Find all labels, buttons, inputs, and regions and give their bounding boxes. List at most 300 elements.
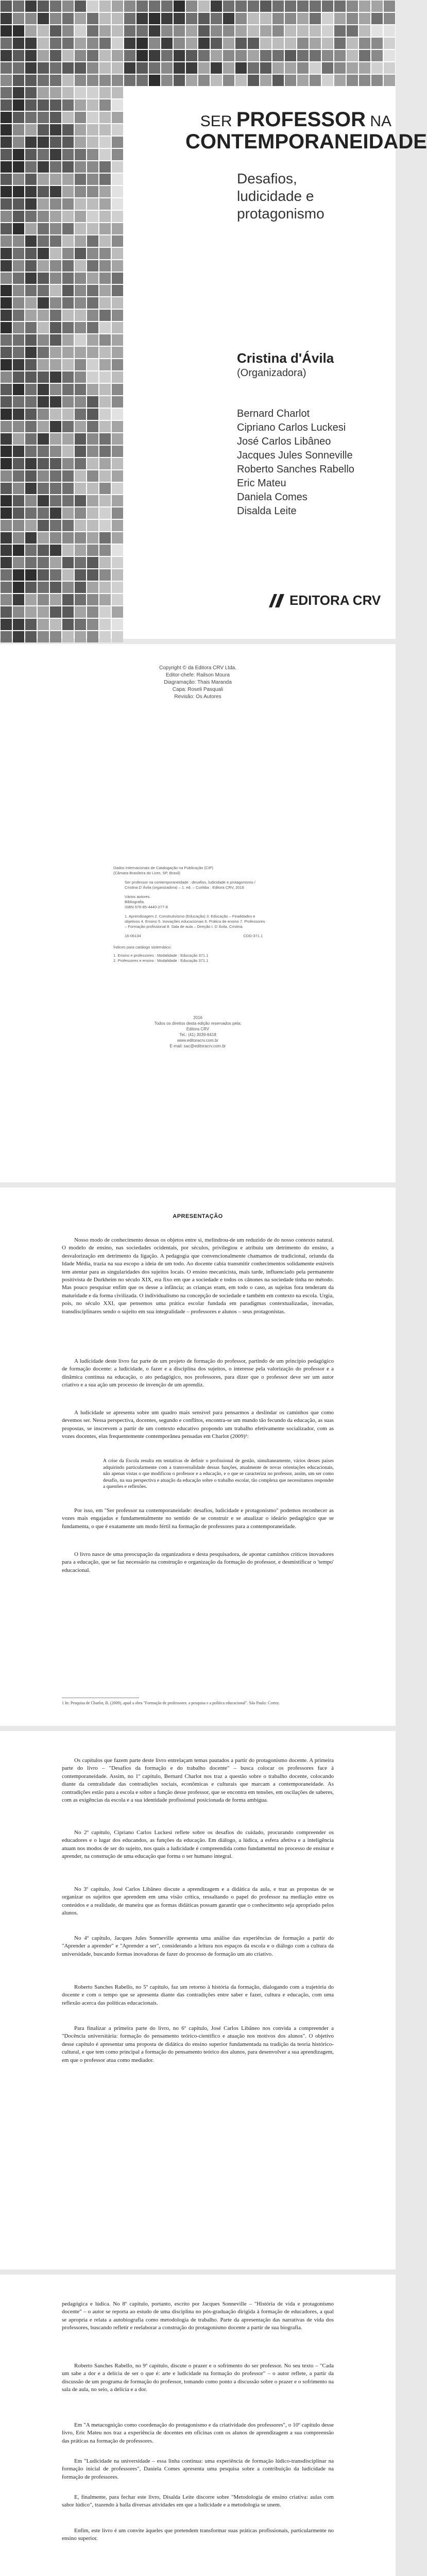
mosaic-tile [384, 50, 395, 61]
mosaic-tile [75, 594, 86, 605]
mosaic-tile [322, 25, 333, 37]
mosaic-tile [87, 322, 98, 333]
mosaic-tile [87, 631, 98, 642]
mosaic-tile [25, 545, 37, 556]
mosaic-tile [198, 50, 210, 61]
mosaic-tile [99, 13, 111, 24]
mosaic-tile [112, 582, 123, 593]
mosaic-tile [1, 532, 12, 544]
mosaic-tile [99, 334, 111, 346]
mosaic-tile [13, 1, 24, 12]
mosaic-tile [359, 62, 370, 74]
mosaic-tile [112, 124, 123, 135]
mosaic-tile [75, 235, 86, 247]
mosaic-tile [1, 248, 12, 259]
mosaic-tile [50, 322, 61, 333]
mosaic-tile [112, 495, 123, 506]
mosaic-tile [75, 371, 86, 383]
mosaic-tile [223, 62, 234, 74]
catalog-header: (Câmara Brasileira do Livro, SP, Brasil) [113, 871, 180, 875]
organizer [237, 350, 391, 379]
mosaic-tile [25, 223, 37, 234]
mosaic-tile [62, 421, 74, 432]
mosaic-tile [25, 99, 37, 111]
mosaic-tile [75, 124, 86, 135]
mosaic-tile [112, 50, 123, 61]
mosaic-tile [112, 211, 123, 222]
mosaic-tile [50, 545, 61, 556]
mosaic-tile [87, 186, 98, 197]
mosaic-tile [99, 248, 111, 259]
mosaic-tile [99, 619, 111, 630]
mosaic-tile [75, 87, 86, 98]
mosaic-tile [75, 62, 86, 74]
mosaic-tile [62, 137, 74, 148]
mosaic-tile [1, 582, 12, 593]
mosaic-tile [99, 359, 111, 370]
mosaic-tile [99, 507, 111, 519]
mosaic-tile [112, 25, 123, 37]
mosaic-tile [99, 260, 111, 272]
mosaic-tile [87, 371, 98, 383]
mosaic-tile [75, 458, 86, 469]
mosaic-tile [112, 631, 123, 642]
author: Disalda Leite [237, 505, 297, 517]
mosaic-tile [75, 507, 86, 519]
mosaic-tile [50, 446, 61, 457]
mosaic-tile [1, 273, 12, 284]
series-post: NA [365, 113, 391, 130]
mosaic-tile [248, 62, 259, 74]
mosaic-tile [112, 470, 123, 482]
mosaic-tile [99, 322, 111, 333]
mosaic-tile [297, 75, 309, 86]
mosaic-tile [50, 532, 61, 544]
phone-line: Tel.: (41) 3039-6418 [179, 1032, 216, 1037]
mosaic-tile [1, 396, 12, 408]
mosaic-tile [38, 137, 49, 148]
mosaic-tile [347, 25, 358, 37]
mosaic-tile [198, 25, 210, 37]
mosaic-tile [25, 421, 37, 432]
mosaic-tile [186, 75, 197, 86]
mosaic-tile [334, 1, 346, 12]
mosaic-tile [75, 186, 86, 197]
cover-subtitle [237, 170, 391, 223]
mosaic-tile [161, 1, 173, 12]
mosaic-tile [310, 38, 321, 49]
catalog-number: 16-06134 [125, 934, 141, 938]
catalog-line: – Formação profissional 8. Sala de aula – Direção I. D´Ávila, Cristina. [125, 924, 244, 929]
mosaic-tile [112, 334, 123, 346]
mosaic-tile [62, 161, 74, 173]
mosaic-tile [25, 384, 37, 395]
mosaic-tile [50, 38, 61, 49]
mosaic-tile [87, 421, 98, 432]
mosaic-tile [112, 273, 123, 284]
mosaic-tile [87, 211, 98, 222]
mosaic-tile [112, 483, 123, 494]
mosaic-tile [1, 557, 12, 568]
mosaic-tile [161, 13, 173, 24]
website-link[interactable]: www.editoracrv.com.br [177, 1038, 219, 1043]
mosaic-tile [384, 1, 395, 12]
mosaic-tile [25, 50, 37, 61]
mosaic-tile [384, 25, 395, 37]
mosaic-tile [38, 396, 49, 408]
mosaic-tile [99, 470, 111, 482]
mosaic-tile [112, 606, 123, 618]
mosaic-tile [99, 433, 111, 445]
mosaic-tile [75, 149, 86, 160]
mosaic-tile [87, 174, 98, 185]
mosaic-tile [99, 124, 111, 135]
mosaic-tile [13, 334, 24, 346]
catalog-body [113, 880, 294, 929]
mosaic-tile [50, 62, 61, 74]
mosaic-tile [87, 161, 98, 173]
mosaic-tile [87, 532, 98, 544]
mosaic-tile [1, 62, 12, 74]
mosaic-tile [50, 75, 61, 86]
mosaic-tile [112, 112, 123, 123]
mosaic-tile [1, 507, 12, 519]
mosaic-tile [62, 532, 74, 544]
mosaic-tile [75, 631, 86, 642]
mosaic-tile [334, 25, 346, 37]
mosaic-tile [38, 273, 49, 284]
mosaic-tile [272, 50, 284, 61]
mosaic-tile [235, 62, 247, 74]
mosaic-tile [1, 235, 12, 247]
mosaic-tile [75, 310, 86, 321]
crv-logo-icon [268, 593, 285, 608]
imprint-credits [0, 665, 396, 701]
mosaic-tile [99, 495, 111, 506]
mosaic-tile [38, 495, 49, 506]
mosaic-tile [25, 409, 37, 420]
mosaic-tile [50, 99, 61, 111]
mosaic-tile [38, 75, 49, 86]
mosaic-tile [347, 62, 358, 74]
mosaic-tile [112, 458, 123, 469]
mosaic-tile [99, 25, 111, 37]
author: Jacques Jules Sonneville [237, 450, 353, 461]
mosaic-tile [1, 569, 12, 581]
mosaic-tile [13, 149, 24, 160]
mosaic-tile [211, 38, 222, 49]
mosaic-tile [359, 75, 370, 86]
mosaic-tile [272, 62, 284, 74]
mosaic-tile [62, 124, 74, 135]
mosaic-tile [13, 371, 24, 383]
mosaic-tile [198, 62, 210, 74]
mosaic-tile [112, 235, 123, 247]
mosaic-tile [38, 297, 49, 309]
mosaic-tile [1, 594, 12, 605]
catalog-line: objetivos 4. Ensino 5. Inovações educacionais 6. Prática de ensino 7. Professores [125, 919, 265, 924]
mosaic-tile [62, 557, 74, 568]
mosaic-tile [50, 25, 61, 37]
mosaic-tile [62, 211, 74, 222]
mosaic-tile [38, 446, 49, 457]
mosaic-tile [260, 50, 271, 61]
mosaic-tile [1, 38, 12, 49]
mosaic-tile [223, 25, 234, 37]
mosaic-tile [149, 62, 160, 74]
mosaic-tile [87, 594, 98, 605]
mosaic-tile [1, 619, 12, 630]
mosaic-tile [13, 137, 24, 148]
credit-line: Copyright © da Editora CRV Ltda. [159, 665, 237, 671]
mosaic-tile [25, 470, 37, 482]
mosaic-tile [50, 433, 61, 445]
catalog-index-item: 1. Ensino e professores : Modalidade : Educação 371.1 [113, 953, 209, 958]
mosaic-tile [38, 211, 49, 222]
mosaic-tile [25, 75, 37, 86]
mosaic-tile [75, 384, 86, 395]
mosaic-tile [62, 483, 74, 494]
imprint-page [0, 644, 396, 1182]
mosaic-tile [1, 124, 12, 135]
mosaic-tile [223, 38, 234, 49]
mosaic-tile [99, 384, 111, 395]
mosaic-tile [75, 13, 86, 24]
mosaic-tile [1, 347, 12, 358]
mosaic-tile [13, 75, 24, 86]
mosaic-tile [13, 310, 24, 321]
email-link[interactable]: E-mail: sac@editoracrv.com.br [169, 1044, 226, 1048]
mosaic-tile [99, 149, 111, 160]
mosaic-tile [99, 75, 111, 86]
mosaic-tile [25, 483, 37, 494]
mosaic-tile [75, 421, 86, 432]
mosaic-tile [38, 557, 49, 568]
mosaic-tile [186, 38, 197, 49]
mosaic-tile [87, 137, 98, 148]
mosaic-tile [50, 495, 61, 506]
mosaic-tile [25, 112, 37, 123]
mosaic-tile [260, 75, 271, 86]
mosaic-tile [50, 569, 61, 581]
mosaic-tile [112, 532, 123, 544]
author: José Carlos Libâneo [237, 436, 331, 447]
mosaic-tile [322, 62, 333, 74]
mosaic-tile [62, 297, 74, 309]
mosaic-tile [186, 50, 197, 61]
mosaic-tile [75, 1, 86, 12]
organizer-role: (Organizadora) [237, 367, 306, 379]
mosaic-tile [248, 13, 259, 24]
mosaic-tile [13, 186, 24, 197]
mosaic-tile [25, 495, 37, 506]
mosaic-pattern [0, 0, 124, 639]
mosaic-tile [87, 248, 98, 259]
mosaic-tile [13, 569, 24, 581]
mosaic-tile [322, 13, 333, 24]
mosaic-tile [112, 99, 123, 111]
mosaic-tile [62, 260, 74, 272]
mosaic-tile [75, 260, 86, 272]
mosaic-tile [99, 606, 111, 618]
mosaic-tile [38, 149, 49, 160]
mosaic-tile [13, 483, 24, 494]
mosaic-tile [62, 75, 74, 86]
mosaic-tile [50, 124, 61, 135]
subtitle-line: Desafios, [237, 171, 297, 187]
mosaic-tile [25, 520, 37, 531]
mosaic-tile [50, 285, 61, 296]
mosaic-tile [75, 174, 86, 185]
mosaic-tile [75, 273, 86, 284]
mosaic-tile [38, 260, 49, 272]
catalog-cdd: CDD-371.1 [243, 934, 263, 938]
mosaic-tile [334, 75, 346, 86]
mosaic-tile [75, 582, 86, 593]
mosaic-tile [25, 13, 37, 24]
mosaic-tile [112, 38, 123, 49]
mosaic-tile [62, 495, 74, 506]
mosaic-tile [87, 619, 98, 630]
mosaic-tile [13, 433, 24, 445]
mosaic-tile [38, 198, 49, 210]
mosaic-tile [62, 359, 74, 370]
mosaic-tile [198, 75, 210, 86]
series-line2: CONTEMPORANEIDADE [185, 130, 427, 153]
mosaic-tile [87, 495, 98, 506]
mosaic-tile [62, 371, 74, 383]
publisher-line: Editora CRV [186, 1027, 210, 1031]
mosaic-tile [149, 1, 160, 12]
mosaic-tile [87, 235, 98, 247]
mosaic-tile [1, 149, 12, 160]
mosaic-tile [99, 1, 111, 12]
mosaic-tile [99, 310, 111, 321]
mosaic-tile [87, 273, 98, 284]
mosaic-tile [62, 582, 74, 593]
mosaic-tile [38, 594, 49, 605]
mosaic-tile [99, 545, 111, 556]
mosaic-tile [38, 174, 49, 185]
mosaic-tile [235, 50, 247, 61]
mosaic-tile [1, 606, 12, 618]
mosaic-tile [161, 38, 173, 49]
mosaic-tile [62, 13, 74, 24]
mosaic-tile [112, 297, 123, 309]
mosaic-tile [13, 50, 24, 61]
mosaic-tile [1, 198, 12, 210]
mosaic-tile [223, 50, 234, 61]
author-list [237, 407, 391, 518]
mosaic-tile [1, 50, 12, 61]
mosaic-tile [99, 458, 111, 469]
mosaic-tile [38, 62, 49, 74]
block-quote: A crise da Escola resulta em tentativas de definir o profissional de gestão, simultaneamente, vários desses países adquirindo particularmente com a transversalidade dessas funções, atualmente de novas orientações educacionais, não apenas vistas o que modificou o professor e a educação, e o que se caracteriza no professor, assim, um ser como desafio, na sua perspectiva e atuação da educação sobre o trabalho escolar, tão complexa que necessitamos responder a questões e reflexões. [103, 1459, 334, 1489]
mosaic-tile [62, 1, 74, 12]
mosaic-tile [75, 248, 86, 259]
mosaic-tile [50, 396, 61, 408]
catalog-index-item: 2. Professores e ensino : Modalidade : Educação 371.1 [113, 958, 209, 963]
mosaic-tile [50, 161, 61, 173]
mosaic-tile [13, 557, 24, 568]
mosaic-tile [13, 396, 24, 408]
mosaic-tile [371, 25, 383, 37]
mosaic-tile [99, 569, 111, 581]
mosaic-tile [347, 38, 358, 49]
credit-line: Capa: Roseli Pasquali [172, 687, 224, 692]
mosaic-tile [285, 62, 296, 74]
mosaic-tile [13, 112, 24, 123]
mosaic-tile [38, 421, 49, 432]
mosaic-tile [87, 112, 98, 123]
mosaic-tile [112, 62, 123, 74]
mosaic-tile [38, 50, 49, 61]
mosaic-tile [285, 25, 296, 37]
mosaic-tile [75, 520, 86, 531]
mosaic-tile [25, 334, 37, 346]
mosaic-tile [62, 569, 74, 581]
mosaic-tile [13, 161, 24, 173]
mosaic-tile [38, 409, 49, 420]
mosaic-tile [38, 359, 49, 370]
year: 2016 [193, 1015, 202, 1020]
mosaic-tile [371, 1, 383, 12]
mosaic-tile [25, 619, 37, 630]
mosaic-tile [13, 235, 24, 247]
mosaic-tile [13, 38, 24, 49]
mosaic-tile [285, 50, 296, 61]
mosaic-tile [112, 75, 123, 86]
mosaic-tile [1, 112, 12, 123]
paragraph: No 2º capítulo, Cipriano Carlos Luckesi reflete sobre os desafios do cuidado, procurando compreender os educadores e o lugar dos educandos, as funções da educação. Em diálogo, a lúdica, a esfera afetiva e a inteligência atuam nos modos de ser do sujeito, nos quais a ludicidade é compreendida como fundamental no processo de ensinar e aprender, na construção de uma educação que forma o ser humano integral. [62, 1829, 334, 1860]
mosaic-tile [87, 38, 98, 49]
mosaic-tile [50, 211, 61, 222]
mosaic-tile [50, 582, 61, 593]
mosaic-tile [75, 198, 86, 210]
mosaic-tile [272, 1, 284, 12]
mosaic-tile [50, 334, 61, 346]
mosaic-tile [38, 347, 49, 358]
mosaic-tile [149, 25, 160, 37]
mosaic-tile [112, 285, 123, 296]
mosaic-tile [50, 483, 61, 494]
mosaic-tile [1, 1, 12, 12]
mosaic-tile [62, 273, 74, 284]
mosaic-tile [384, 38, 395, 49]
mosaic-tile [87, 396, 98, 408]
mosaic-tile [13, 285, 24, 296]
mosaic-tile [75, 433, 86, 445]
mosaic-tile [13, 347, 24, 358]
mosaic-tile [62, 99, 74, 111]
mosaic-tile [297, 50, 309, 61]
mosaic-tile [87, 297, 98, 309]
mosaic-tile [1, 186, 12, 197]
mosaic-tile [99, 582, 111, 593]
mosaic-tile [1, 470, 12, 482]
mosaic-tile [50, 112, 61, 123]
mosaic-tile [75, 557, 86, 568]
mosaic-tile [75, 545, 86, 556]
mosaic-tile [285, 13, 296, 24]
mosaic-tile [136, 75, 148, 86]
paragraph: Em "Ludicidade na universidade – essa linha continua: uma experiência de formação lúdico-transdisciplinar na formação inicial de professores", Daniela Comes apresenta uma pesquisa sobre a contribuição da ludicidade na formação de professores. [62, 2458, 334, 2480]
mosaic-tile [235, 75, 247, 86]
paragraph: O livro nasce de uma preocupação da organizadora e desta pesquisadora, de apontar caminhos críticos inovadores para a educação, que se faz necessário na construção e organização da formação do professor, e desmistificar o 'tempo' educacional. [62, 1551, 334, 1573]
mosaic-tile [13, 545, 24, 556]
mosaic-tile [13, 458, 24, 469]
mosaic-tile [384, 62, 395, 74]
